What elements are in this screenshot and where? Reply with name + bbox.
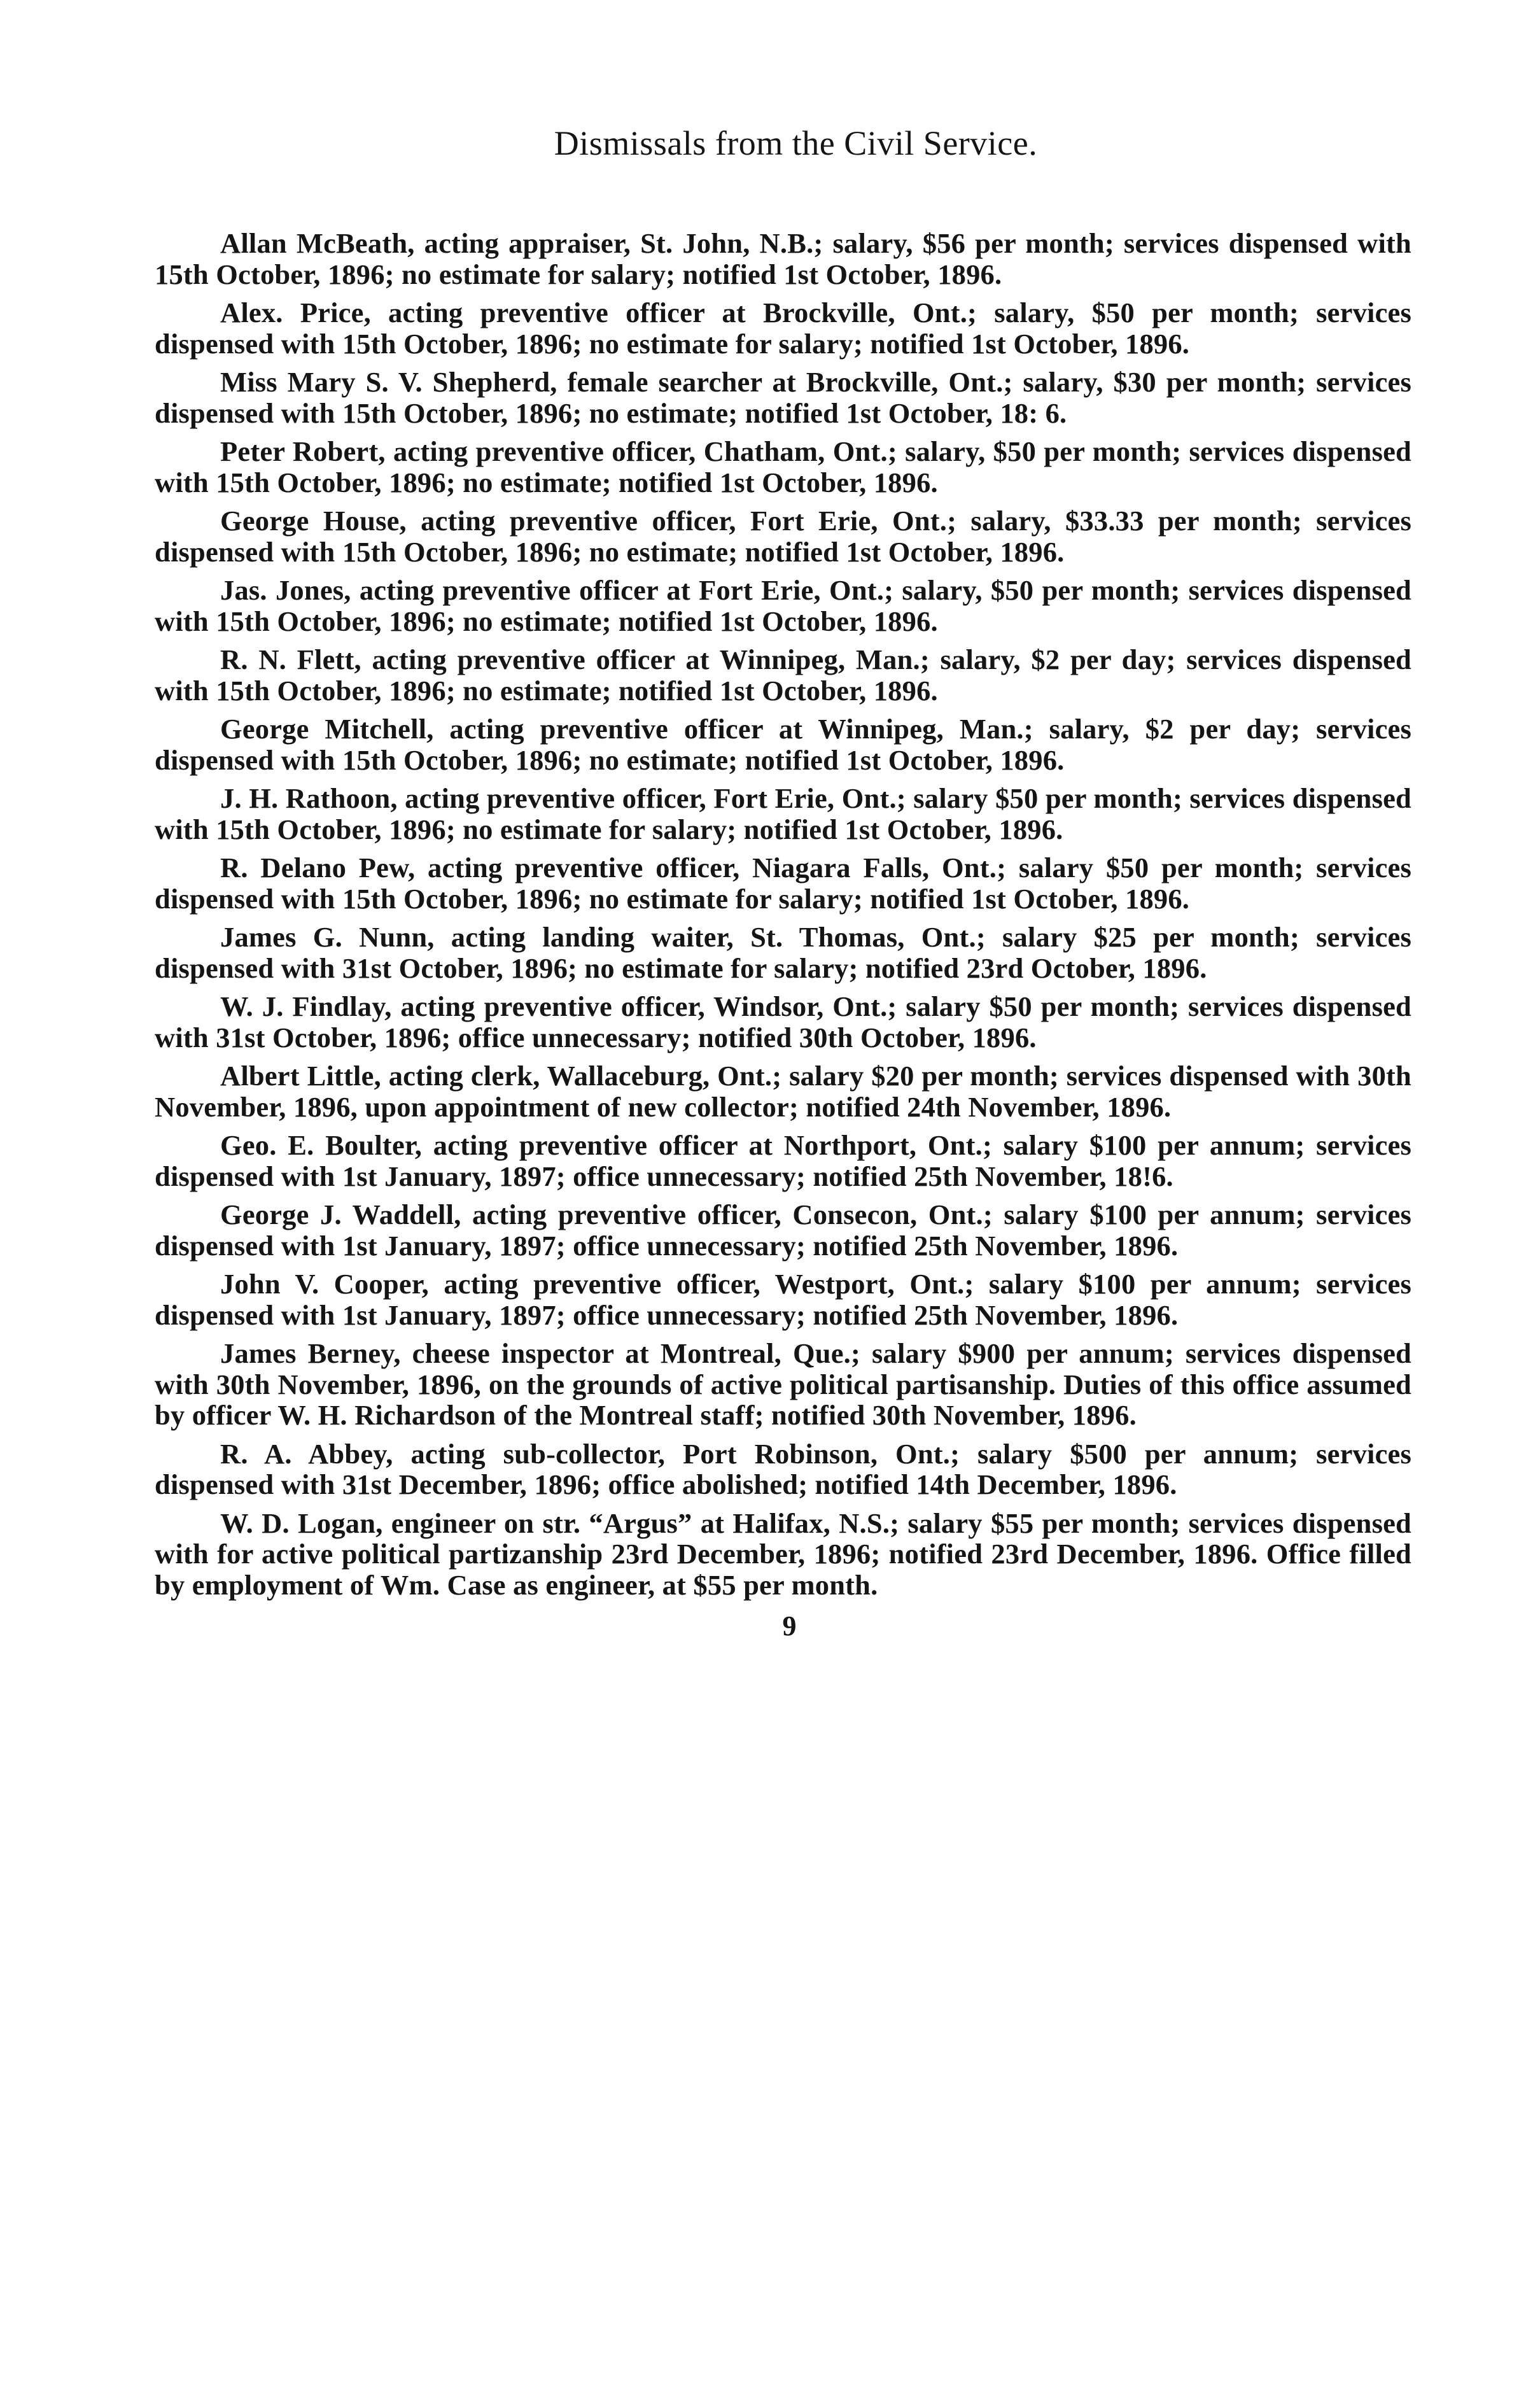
dismissal-entry: R. A. Abbey, acting sub-collector, Port Robinson, Ont.; salary $500 per annum; services dispensed with 31st December, 1896; office abolished; notified 14th December, 1896. — [155, 1437, 1411, 1500]
page-title: Dismissals from the Civil Service. — [554, 124, 1038, 162]
dismissal-entry: R. Delano Pew, acting preventive officer, Niagara Falls, Ont.; salary $50 per month; services dispensed with 15th October, 1896; no estimate for salary; notified 1st October, 1896. — [155, 852, 1411, 915]
dismissal-entry: Alex. Price, acting preventive officer at Brockville, Ont.; salary, $50 per month; services dispensed with 15th October, 1896; no estimate for salary; notified 1st October, 1896. — [155, 297, 1411, 360]
dismissal-entry: Geo. E. Boulter, acting preventive officer at Northport, Ont.; salary $100 per annum; services dispensed with 1st January, 1897; office unnecessary; notified 25th November, 18!6. — [155, 1129, 1411, 1192]
page-number: 9 — [782, 1610, 797, 1642]
dismissal-entry: W. J. Findlay, acting preventive officer, Windsor, Ont.; salary $50 per month; services dispensed with 31st October, 1896; office unnecessary; notified 30th October, 1896. — [155, 990, 1411, 1053]
dismissal-entry: Jas. Jones, acting preventive officer at Fort Erie, Ont.; salary, $50 per month; services dispensed with 15th October, 1896; no estimate; notified 1st October, 1896. — [155, 574, 1411, 637]
dismissal-entry: R. N. Flett, acting preventive officer at Winnipeg, Man.; salary, $2 per day; services dispensed with 15th October, 1896; no estimate; notified 1st October, 1896. — [155, 644, 1411, 707]
dismissal-entry: J. H. Rathoon, acting preventive officer, Fort Erie, Ont.; salary $50 per month; services dispensed with 15th October, 1896; no estimate for salary; notified 1st October, 1896. — [155, 782, 1411, 845]
dismissal-entry: Peter Robert, acting preventive officer, Chatham, Ont.; salary, $50 per month; services dispensed with 15th October, 1896; no estimate; notified 1st October, 1896. — [155, 435, 1411, 498]
document-page — [155, 121, 1411, 1642]
dismissal-list — [155, 228, 1411, 1600]
dismissal-entry: Allan McBeath, acting appraiser, St. John, N.B.; salary, $56 per month; services dispensed with 15th October, 1896; no estimate for salary; notified 1st October, 1896. — [155, 227, 1411, 290]
dismissal-entry: Miss Mary S. V. Shepherd, female searcher at Brockville, Ont.; salary, $30 per month; services dispensed with 15th October, 1896; no estimate; notified 1st October, 18: 6. — [155, 366, 1411, 429]
dismissal-entry: George J. Waddell, acting preventive officer, Consecon, Ont.; salary $100 per annum; services dispensed with 1st January, 1897; office unnecessary; notified 25th November, 1896. — [155, 1199, 1411, 1262]
dismissal-entry: James Berney, cheese inspector at Montreal, Que.; salary $900 per annum; services dispensed with 30th November, 1896, on the grounds of active political partisanship. Duties of this office assumed by officer W. H. Richardson of the Montreal staff; notified 30th November, 1896. — [155, 1337, 1411, 1431]
dismissal-entry: James G. Nunn, acting landing waiter, St. Thomas, Ont.; salary $25 per month; services dispensed with 31st October, 1896; no estimate for salary; notified 23rd October, 1896. — [155, 921, 1411, 984]
dismissal-entry: Albert Little, acting clerk, Wallaceburg, Ont.; salary $20 per month; services dispensed with 30th November, 1896, upon appointment of new collector; notified 24th November, 1896. — [155, 1060, 1411, 1123]
dismissal-entry: George House, acting preventive officer, Fort Erie, Ont.; salary, $33.33 per month; services dispensed with 15th October, 1896; no estimate; notified 1st October, 1896. — [155, 505, 1411, 568]
dismissal-entry: W. D. Logan, engineer on str. “Argus” at Halifax, N.S.; salary $55 per month; services dispensed with for active political partizanship 23rd December, 1896; notified 23rd December, 1896. Office filled by employment of Wm. Case as engineer, at $55 per month. — [155, 1507, 1411, 1601]
dismissal-entry: John V. Cooper, acting preventive officer, Westport, Ont.; salary $100 per annum; services dispensed with 1st January, 1897; office unnecessary; notified 25th November, 1896. — [155, 1268, 1411, 1331]
dismissal-entry: George Mitchell, acting preventive officer at Winnipeg, Man.; salary, $2 per day; services dispensed with 15th October, 1896; no estimate; notified 1st October, 1896. — [155, 713, 1411, 776]
